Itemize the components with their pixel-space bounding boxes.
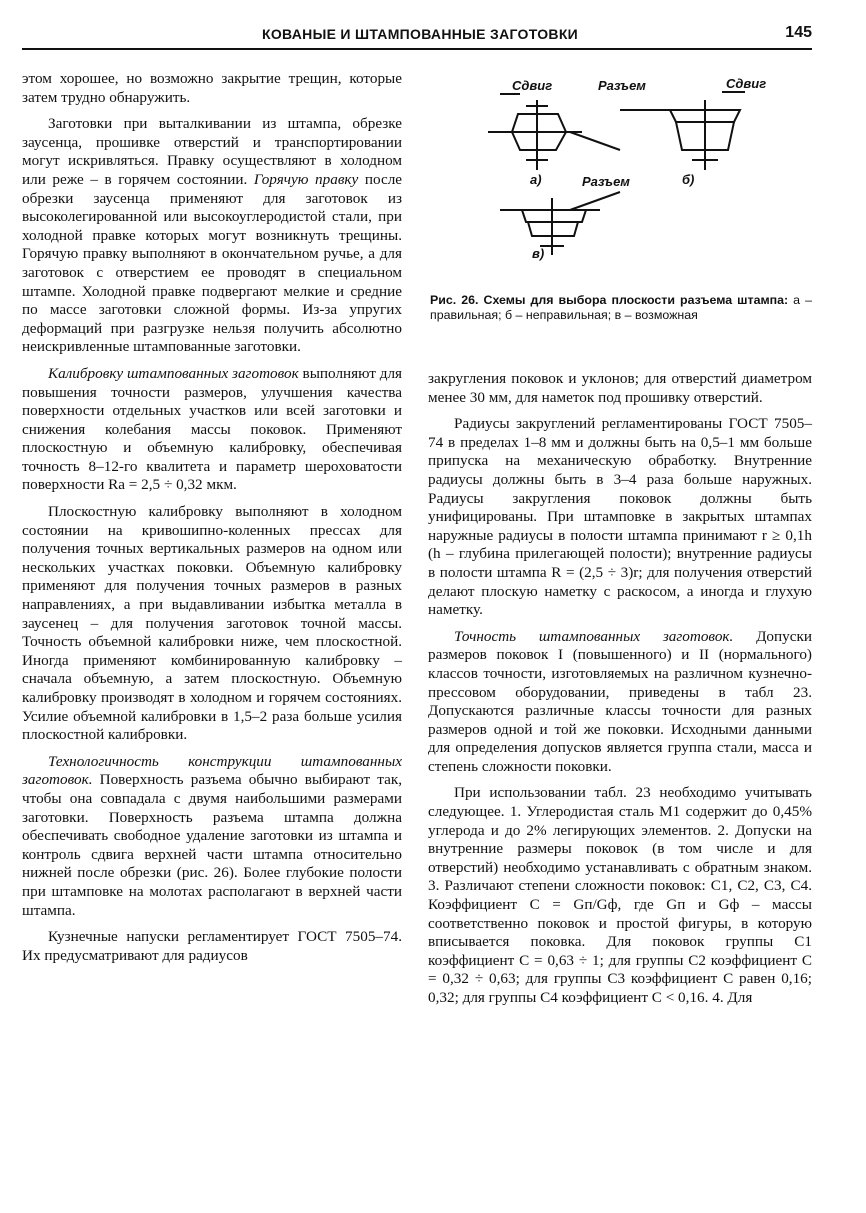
leader-v [570,192,620,210]
paragraph: Радиусы закруглений регламентированы ГОСТ 7505–74 в пределах 1–8 мм и должны быть на 0,5–1 мм больше припуска на механическую обработку. Внутренние радиусы должны быть в 3–4 раза больше наружных. Радиусы закругления поковок должны быть унифицированы. При штамповке в закрытых штампах наружные радиусы в полости штампа принимают r ≥ 0,1h (h – глубина прилегающей полости); внутренние радиусы в полости штампа R = (2,5 ÷ 3)r; для получения отверстий делают плоскую наметку с раскосом, а иногда и глухую наметку. [428,415,812,619]
label-v: в) [532,246,545,261]
paragraph: При использовании табл. 23 необходимо учитывать следующее. 1. Углеродистая сталь М1 содержит до 0,45% углерода и до 2% легирующих элементов. 2. Допуски на внутренние размеры поковок (в том числе и для отверстий) необходимо устанавливать с обратным знаком. 3. Различают степени сложности поковок: С1, С2, С3, С4. Коэффициент С = Gп/Gф, где Gп и Gф – массы соответственно поковок и простой фигуры, в которую вписывается поковка. Для поковок группы С1 коэффициент С = 0,63 ÷ 1; для группы С2 коэффициент С = 0,32 ÷ 0,63; для группы С3 коэффициент С равен 0,16; 0,32; для группы С4 коэффициент С < 0,16. 4. Для [428,784,812,1006]
die-parting-diagram [470,70,815,290]
label-parting-bottom: Разъем [582,174,630,189]
running-header [22,20,812,50]
running-title: КОВАНЫЕ И ШТАМПОВАННЫЕ ЗАГОТОВКИ [262,26,579,42]
caption-title: Рис. 26. Схемы для выбора плоскости разъема штампа: [430,293,789,307]
left-column [22,70,402,973]
forging-bottom-a [512,132,566,150]
paragraph: закругления поковок и уклонов; для отверстий диаметром менее 30 мм, для наметок под прошивку отверстий. [428,370,812,406]
section-heading: Технологичность конструкции штампованных заготовок. [22,752,402,789]
term: Калибровку штампованных заготовок [48,364,299,382]
caption-text: а – правильная; б – неправильная; в – возможная [430,293,812,322]
forging-top-a [512,114,566,132]
label-b: б) [682,172,695,187]
paragraph: Точность штампованных заготовок. Допуски размеров поковок I (повышенного) и II (нормального) классов точности, изготовляемых на различном кузнечно-прессовом оборудовании, приведены в табл 23. Допускаются различные классы точности для разных размеров одной и той же поковки. Исходными данными для определения допусков является группа стали, масса и степень сложности поковки. [428,627,812,775]
right-column [428,370,812,1016]
figure-caption [430,293,812,323]
paragraph: Технологичность конструкции штампованных заготовок. Поверхность разъема обычно выбирают так, чтобы она совпадала с двумя наибольшими размерами заготовки. Поверхность разъема штампа должна обеспечивать свободное удаление заготовки из штампа и контроль сдвига верхней части штампа относительно нижней после обрезки (рис. 26). Более глубокие полости при штамповке на молотах располагают в верхней части штампа. [22,752,402,919]
label-shift-right: Сдвиг [726,76,767,91]
paragraph: этом хорошее, но возможно закрытие трещин, которые затем трудно обнаружить. [22,70,402,106]
label-a: а) [530,172,542,187]
label-shift-left: Сдвиг [512,78,553,93]
figure-26 [470,70,815,290]
paragraph: Кузнечные напуски регламентирует ГОСТ 7505–74. Их предусматривают для радиусов [22,928,402,964]
section-heading: Точность штампованных заготовок. [454,627,734,645]
paragraph: Заготовки при выталкивании из штампа, обрезке заусенца, прошивке отверстий и транспортировании могут искривляться. Правку осуществляют в холодном или реже – в горячем состоянии. Горячую правку после обрезки заусенца применяют для заготовок из высоколегированной или высокоуглеродистой стали, при холодной правке которых могут возникнуть трещины. Горячую правку выполняют в окончательном ручье, а для заготовок с отверстием ее проводят в специальном штампе. Холодной правке подвергают мелкие и средние по массе заготовки сложной формы. Из-за упругих деформаций при разгрузке нельзя получить абсолютно неискривленные штампованные заготовки. [22,115,403,356]
label-parting-top: Разъем [598,78,646,93]
leader-a [570,132,620,150]
forging-v [522,210,586,222]
term: Горячую правку [253,170,359,188]
paragraph: Калибровку штампованных заготовок выполняют для повышения точности размеров, улучшения качества поверхности отдельных участков или всей заготовки и снижения колебания массы поковок. Применяют плоскостную и объемную калибровку, обеспечивая точность 8–12-го квалитета и параметр шероховатости поверхности Ra = 2,5 ÷ 0,32 мкм. [22,364,403,494]
page-number: 145 [785,24,812,41]
paragraph: Плоскостную калибровку выполняют в холодном состоянии на кривошипно-коленных прессах для получения точных вертикальных размеров на одном или нескольких участках поковки. Объемную калибровку применяют для получения точных размеров в разных направлениях, а при выдавливании избытка металла в заусенец – для получения заготовок точной массы. Точность объемной калибровки ниже, чем плоскостной. Иногда применяют комбинированную калибровку – сначала объемную, а затем плоскостную. Объемную калибровку производят в холодном и горячем состояниях. Усилие объемной калибровки в 1,5–2 раза больше усилия плоскостной калибровки. [22,503,402,744]
